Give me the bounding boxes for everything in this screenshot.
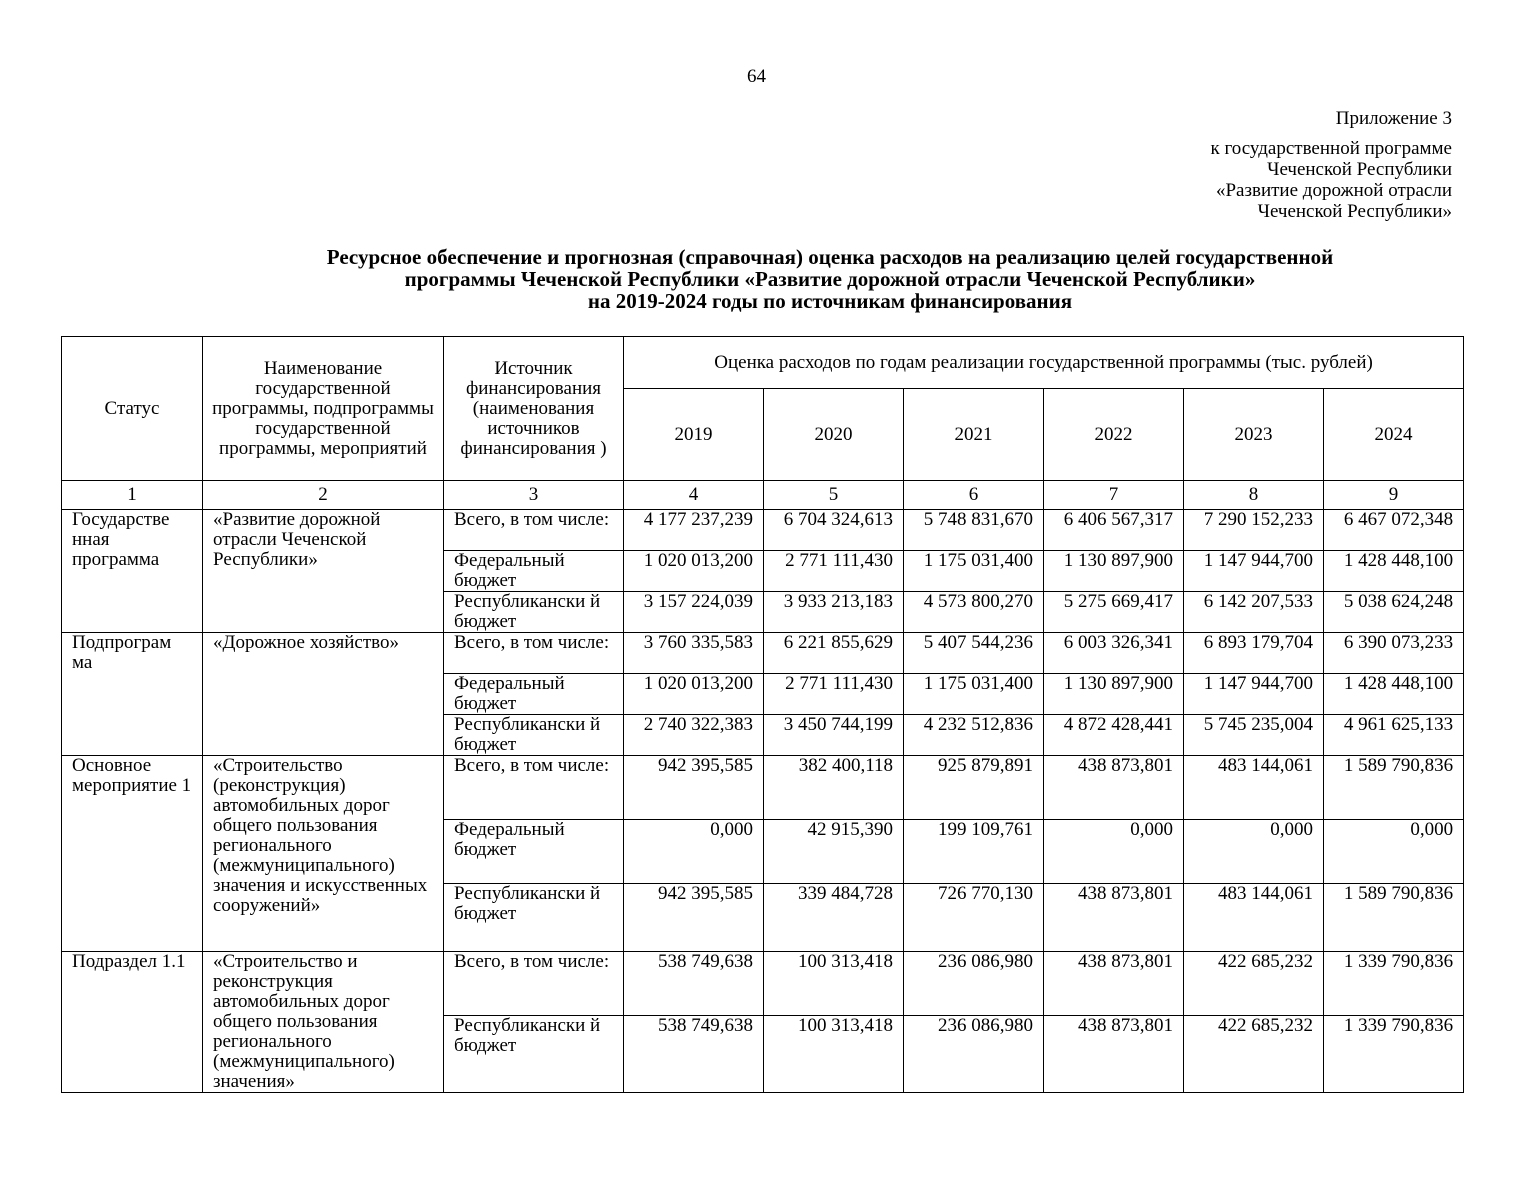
header-year: 2024: [1324, 389, 1464, 481]
value-cell: 1 147 944,700: [1184, 674, 1324, 715]
table-row: [62, 510, 1464, 551]
page-number: 64: [747, 66, 766, 87]
column-number: 1: [62, 481, 203, 510]
value-cell: 2 771 111,430: [764, 551, 904, 592]
value-cell: 438 873,801: [1044, 756, 1184, 820]
value-cell: 6 221 855,629: [764, 633, 904, 674]
value-cell: 6 893 179,704: [1184, 633, 1324, 674]
value-cell: 0,000: [1044, 820, 1184, 884]
value-cell: 6 406 567,317: [1044, 510, 1184, 551]
value-cell: 1 130 897,900: [1044, 674, 1184, 715]
value-cell: 382 400,118: [764, 756, 904, 820]
value-cell: 236 086,980: [904, 952, 1044, 1016]
column-number: 5: [764, 481, 904, 510]
source-cell: Республикански й бюджет: [444, 592, 624, 633]
financing-table: [61, 336, 1464, 1093]
status-cell: Подраздел 1.1: [62, 952, 203, 1093]
source-cell: Федеральный бюджет: [444, 551, 624, 592]
value-cell: 2 771 111,430: [764, 674, 904, 715]
appendix-line: «Развитие дорожной отрасли: [1215, 180, 1452, 201]
value-cell: 199 109,761: [904, 820, 1044, 884]
value-cell: 3 157 224,039: [624, 592, 764, 633]
column-number: 8: [1184, 481, 1324, 510]
name-cell: «Развитие дорожной отрасли Чеченской Республики»: [203, 510, 444, 633]
value-cell: 3 933 213,183: [764, 592, 904, 633]
value-cell: 100 313,418: [764, 1016, 904, 1093]
value-cell: 483 144,061: [1184, 756, 1324, 820]
value-cell: 1 339 790,836: [1324, 1016, 1464, 1093]
title-line: программы Чеченской Республики «Развитие дорожной отрасли Чеченской Республики»: [404, 267, 1256, 291]
column-number: 2: [203, 481, 444, 510]
column-number: 6: [904, 481, 1044, 510]
document-title: [200, 246, 1460, 312]
column-number: 9: [1324, 481, 1464, 510]
value-cell: 1 428 448,100: [1324, 551, 1464, 592]
column-number: 4: [624, 481, 764, 510]
value-cell: 4 232 512,836: [904, 715, 1044, 756]
table-row: [62, 952, 1464, 1016]
header-year: 2019: [624, 389, 764, 481]
header-name: Наименование государственной программы, подпрограммы государственной программы, мероприятий: [203, 337, 444, 481]
value-cell: 5 038 624,248: [1324, 592, 1464, 633]
value-cell: 1 428 448,100: [1324, 674, 1464, 715]
value-cell: 422 685,232: [1184, 1016, 1324, 1093]
value-cell: 4 872 428,441: [1044, 715, 1184, 756]
value-cell: 5 407 544,236: [904, 633, 1044, 674]
appendix-line: Чеченской Республики: [1267, 159, 1452, 180]
value-cell: 942 395,585: [624, 756, 764, 820]
source-cell: Всего, в том числе:: [444, 510, 624, 551]
value-cell: 1 020 013,200: [624, 674, 764, 715]
name-cell: «Строительство и реконструкция автомобильных дорог общего пользования регионального (межмуниципального) значения»: [203, 952, 444, 1093]
name-cell: «Дорожное хозяйство»: [203, 633, 444, 756]
header-year: 2023: [1184, 389, 1324, 481]
appendix-line: Чеченской Республики»: [1257, 201, 1452, 222]
source-cell: Республикански й бюджет: [444, 1016, 624, 1093]
value-cell: 5 748 831,670: [904, 510, 1044, 551]
title-line: на 2019-2024 годы по источникам финансирования: [587, 289, 1073, 313]
value-cell: 2 740 322,383: [624, 715, 764, 756]
value-cell: 483 144,061: [1184, 884, 1324, 952]
value-cell: 7 290 152,233: [1184, 510, 1324, 551]
source-cell: Федеральный бюджет: [444, 674, 624, 715]
column-number: 7: [1044, 481, 1184, 510]
value-cell: 6 704 324,613: [764, 510, 904, 551]
value-cell: 1 175 031,400: [904, 674, 1044, 715]
header-year: 2021: [904, 389, 1044, 481]
value-cell: 236 086,980: [904, 1016, 1044, 1093]
appendix-block: [1210, 108, 1452, 222]
appendix-line: к государственной программе: [1210, 138, 1452, 159]
value-cell: 422 685,232: [1184, 952, 1324, 1016]
value-cell: 1 589 790,836: [1324, 756, 1464, 820]
value-cell: 0,000: [1324, 820, 1464, 884]
value-cell: 6 467 072,348: [1324, 510, 1464, 551]
column-number: 3: [444, 481, 624, 510]
status-cell: Государстве нная программа: [62, 510, 203, 633]
value-cell: 100 313,418: [764, 952, 904, 1016]
appendix-head: Приложение 3: [1335, 108, 1452, 129]
source-cell: Республикански й бюджет: [444, 884, 624, 952]
value-cell: 6 003 326,341: [1044, 633, 1184, 674]
table-row: [62, 756, 1464, 820]
header-estimate: Оценка расходов по годам реализации государственной программы (тыс. рублей): [624, 337, 1464, 389]
value-cell: 1 020 013,200: [624, 551, 764, 592]
status-cell: Подпрограм ма: [62, 633, 203, 756]
table-row: [62, 633, 1464, 674]
value-cell: 0,000: [1184, 820, 1324, 884]
value-cell: 5 745 235,004: [1184, 715, 1324, 756]
value-cell: 438 873,801: [1044, 952, 1184, 1016]
value-cell: 6 390 073,233: [1324, 633, 1464, 674]
header-year: 2020: [764, 389, 904, 481]
value-cell: 1 175 031,400: [904, 551, 1044, 592]
value-cell: 0,000: [624, 820, 764, 884]
value-cell: 42 915,390: [764, 820, 904, 884]
value-cell: 1 130 897,900: [1044, 551, 1184, 592]
name-cell: «Строительство (реконструкция) автомобильных дорог общего пользования регионального (межмуниципального) значения и искусственных сооружений»: [203, 756, 444, 952]
value-cell: 438 873,801: [1044, 1016, 1184, 1093]
value-cell: 438 873,801: [1044, 884, 1184, 952]
source-cell: Республикански й бюджет: [444, 715, 624, 756]
header-source: Источник финансирования (наименования источников финансирования ): [444, 337, 624, 481]
title-line: Ресурсное обеспечение и прогнозная (справочная) оценка расходов на реализацию целей государственной: [326, 245, 1334, 269]
status-cell: Основное мероприятие 1: [62, 756, 203, 952]
value-cell: 3 760 335,583: [624, 633, 764, 674]
header-status: Статус: [62, 337, 203, 481]
source-cell: Всего, в том числе:: [444, 633, 624, 674]
value-cell: 5 275 669,417: [1044, 592, 1184, 633]
value-cell: 538 749,638: [624, 1016, 764, 1093]
source-cell: Всего, в том числе:: [444, 756, 624, 820]
header-year: 2022: [1044, 389, 1184, 481]
column-number-row: [62, 481, 1464, 510]
value-cell: 4 961 625,133: [1324, 715, 1464, 756]
value-cell: 1 147 944,700: [1184, 551, 1324, 592]
value-cell: 538 749,638: [624, 952, 764, 1016]
value-cell: 4 573 800,270: [904, 592, 1044, 633]
value-cell: 339 484,728: [764, 884, 904, 952]
value-cell: 1 589 790,836: [1324, 884, 1464, 952]
value-cell: 6 142 207,533: [1184, 592, 1324, 633]
value-cell: 4 177 237,239: [624, 510, 764, 551]
value-cell: 1 339 790,836: [1324, 952, 1464, 1016]
source-cell: Федеральный бюджет: [444, 820, 624, 884]
value-cell: 942 395,585: [624, 884, 764, 952]
source-cell: Всего, в том числе:: [444, 952, 624, 1016]
value-cell: 3 450 744,199: [764, 715, 904, 756]
value-cell: 726 770,130: [904, 884, 1044, 952]
value-cell: 925 879,891: [904, 756, 1044, 820]
